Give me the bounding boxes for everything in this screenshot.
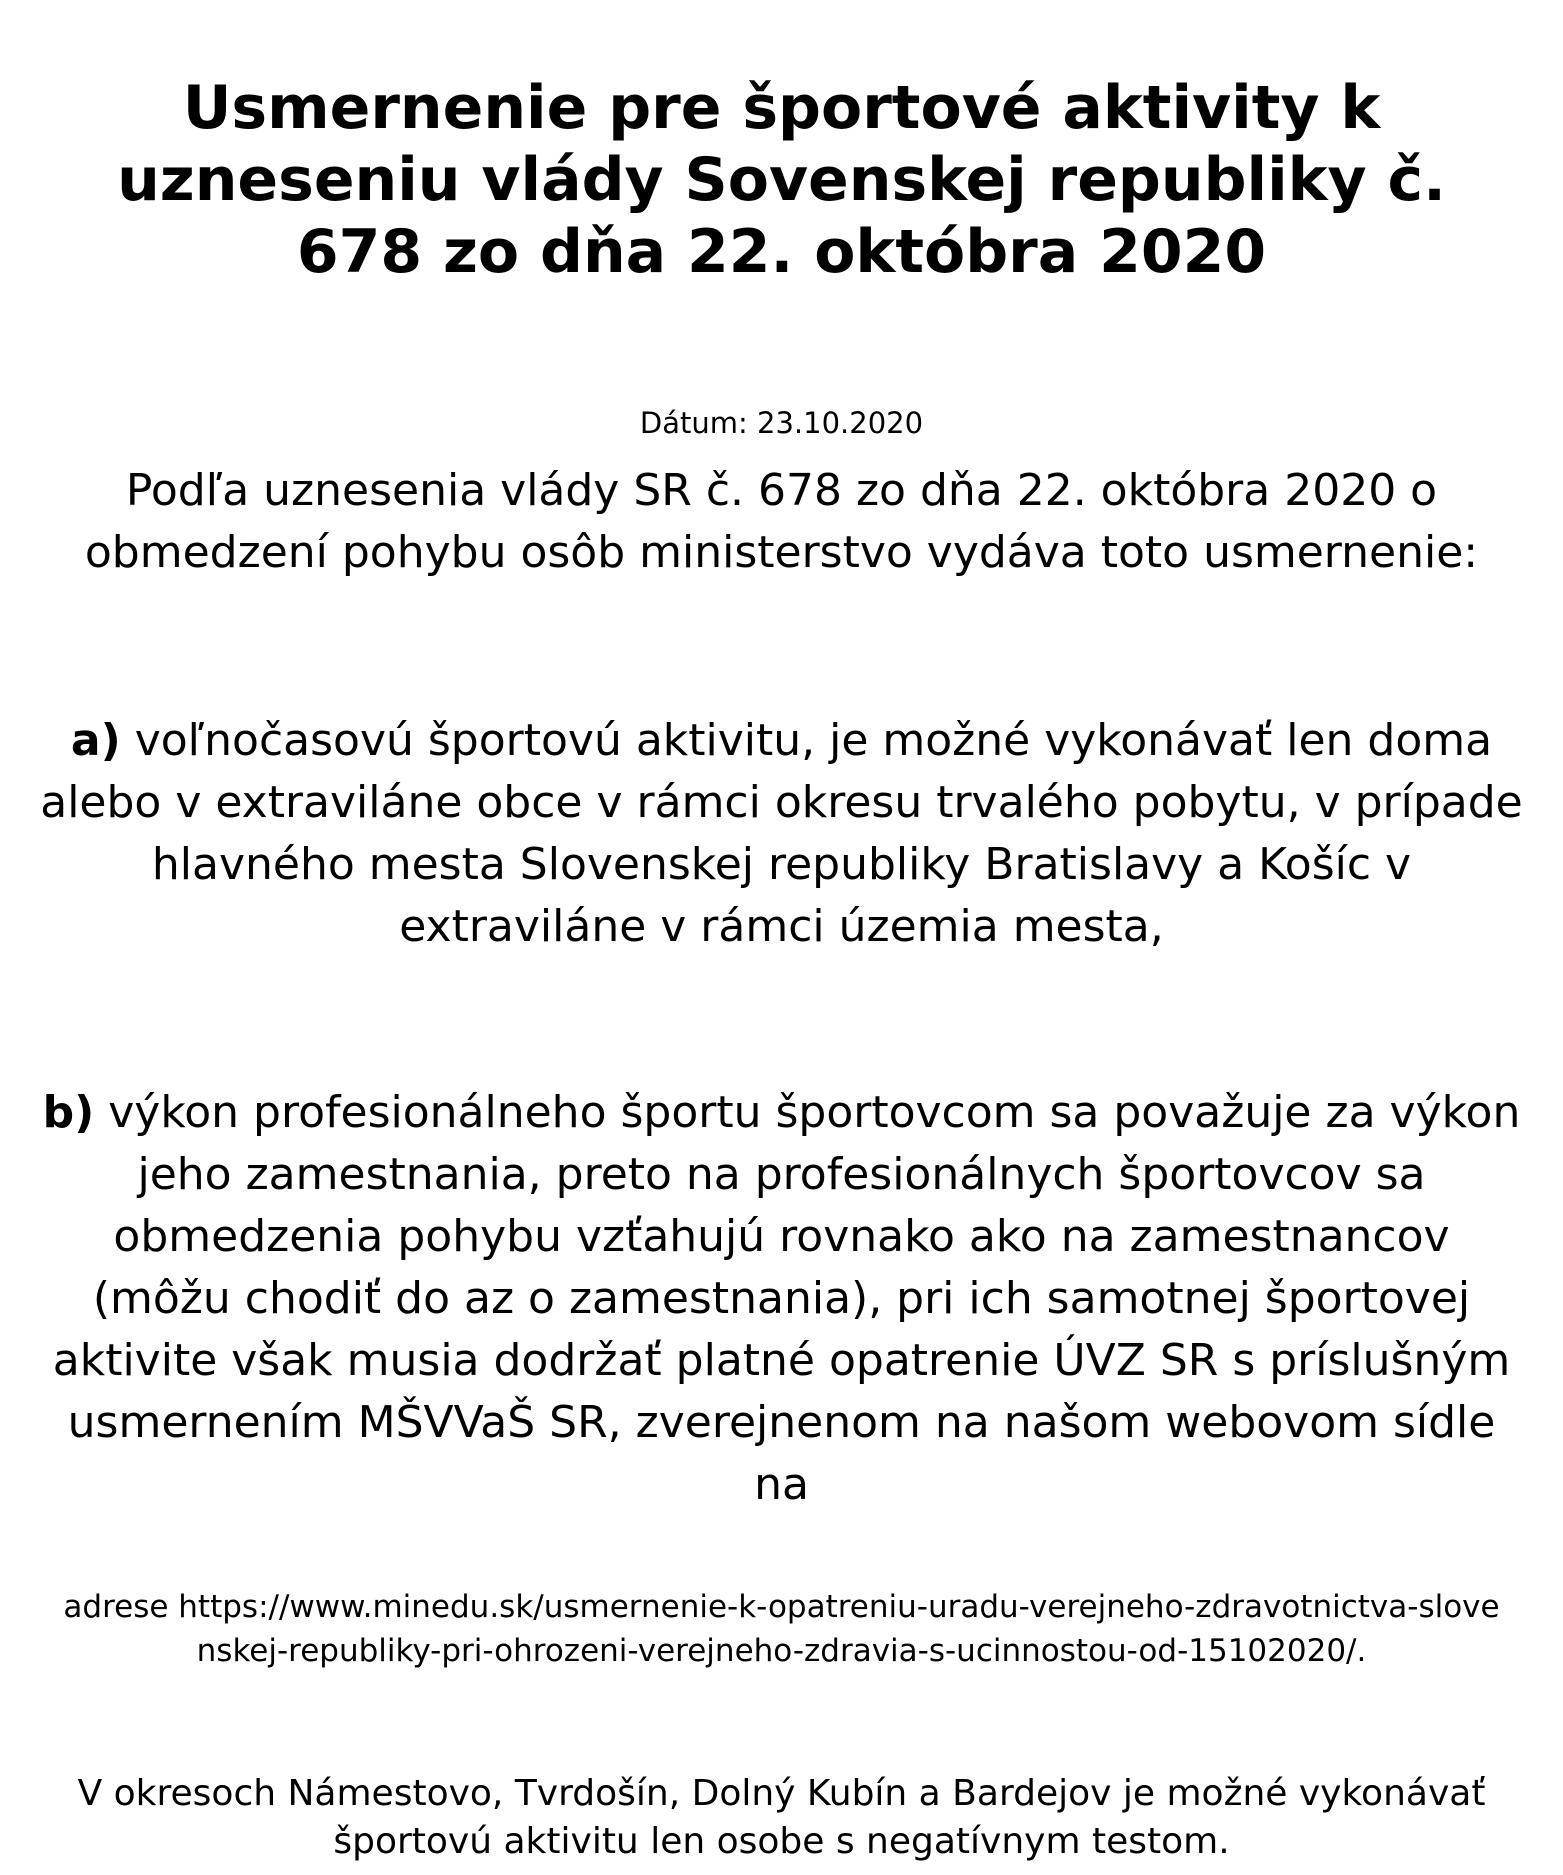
- document-date: Dátum: 23.10.2020: [639, 406, 924, 440]
- item-b-text: výkon profesionálneho športu športovcom sa považuje za výkon jeho zamestnania, preto na profesionálnych športovcov sa obmedzenia pohybu vzťahujú rovnako ako na zamestnancov (môžu chodiť do az o zamestnania), pri ich samotnej športovej aktivite však musia dodržať platné opatrenie ÚVZ SR s príslušným usmernením MŠVVaŠ SR, zverejnenom na našom webovom sídle na: [52, 1087, 1521, 1510]
- title-line-1: Usmernenie pre športové aktivity k: [182, 73, 1381, 143]
- item-a-paragraph: [40, 710, 1523, 958]
- title-line-2: uzneseniu vlády Sovenskej republiky č.: [117, 145, 1446, 215]
- url-reference: adrese https://www.minedu.sk/usmernenie-k-opatreniu-uradu-verejneho-zdravotnictva-slovenskej-republiky-pri-ohrozeni-verejneho-zdravia-s-ucinnostou-od-15102020/.: [63, 1589, 1500, 1669]
- intro-paragraph: Podľa uznesenia vlády SR č. 678 zo dňa 22. októbra 2020 o obmedzení pohybu osôb ministerstvo vydáva toto usmernenie:: [84, 465, 1479, 578]
- item-b-paragraph: [40, 1082, 1523, 1516]
- document-title: [60, 72, 1503, 288]
- item-a-text: voľnočasovú športovú aktivitu, je možné vykonávať len doma alebo v extraviláne obce v rámci okresu trvalého pobytu, v prípade hlavného mesta Slovenskej republiky Bratislavy a Košíc v extraviláne v rámci územia mesta,: [40, 715, 1523, 952]
- title-line-3: 678 zo dňa 22. októbra 2020: [296, 217, 1267, 287]
- item-b-marker: b): [42, 1087, 95, 1138]
- item-a-marker: a): [70, 715, 121, 766]
- closing-note: V okresoch Námestovo, Tvrdošín, Dolný Kubín a Bardejov je možné vykonávať športovú aktivitu len osobe s negatívnym testom.: [77, 1773, 1486, 1862]
